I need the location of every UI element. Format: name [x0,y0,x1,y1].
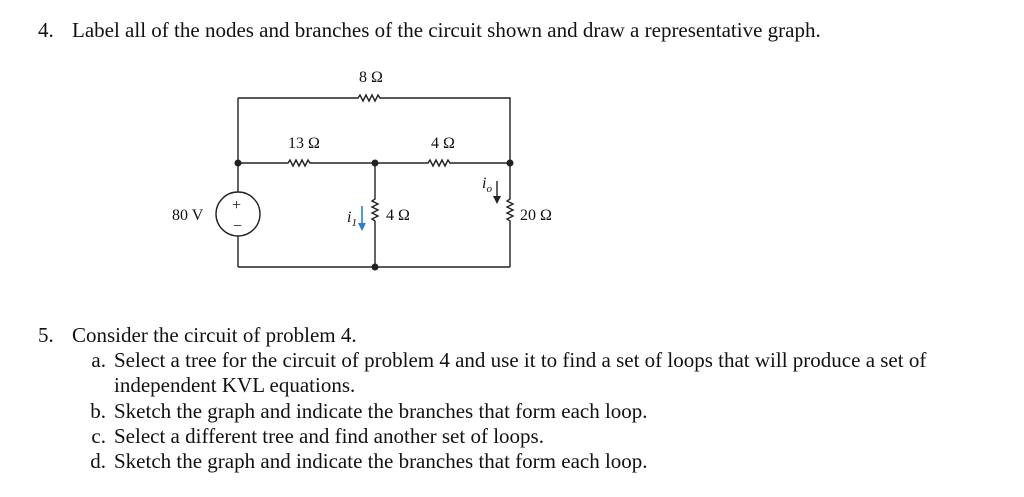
item-a-letter: a. [91,348,106,372]
problem-5-text: Consider the circuit of problem 4. [72,323,357,347]
problem-4-text: Label all of the nodes and branches of the circuit shown and draw a representative graph. [72,18,821,42]
top-wire [238,95,510,163]
node-b [372,160,379,167]
problem-5-number: 5. [38,323,54,347]
problem-4 [38,18,821,43]
item-a-line1: Select a tree for the circuit of problem 4 and use it to find a set of loops that will produce a set of [114,348,927,372]
circuit-diagram [150,62,590,287]
source-minus: − [233,218,243,235]
middle-vertical-wire [372,163,378,267]
source-plus: + [232,197,242,214]
item-c-line1: Select a different tree and find another set of loops. [114,424,544,448]
label-source: 80 V [172,207,204,224]
item-d-line1: Sketch the graph and indicate the branches that form each loop. [114,449,648,473]
label-i1: $i_1$ [347,209,357,229]
node-a [235,160,242,167]
item-d-letter: d. [90,449,106,473]
item-a-line2: independent KVL equations. [114,373,356,397]
label-r-left: 13 Ω [288,135,320,152]
label-io: $i_o$ [482,175,492,195]
right-vertical-wire [507,163,513,267]
current-io-arrow-icon [493,181,501,204]
node-c [507,160,514,167]
label-r-far: 20 Ω [520,207,552,224]
item-b-line1: Sketch the graph and indicate the branches that form each loop. [114,399,648,423]
item-b-letter: b. [90,399,106,423]
label-r-middle: 4 Ω [386,207,410,224]
problem-4-number: 4. [38,18,54,42]
problem-5 [38,323,357,348]
item-c-letter: c. [91,424,106,448]
node-d [372,264,379,271]
label-r-right: 4 Ω [431,135,455,152]
current-i1-arrow-icon [358,206,366,231]
label-r-top: 8 Ω [359,69,383,86]
